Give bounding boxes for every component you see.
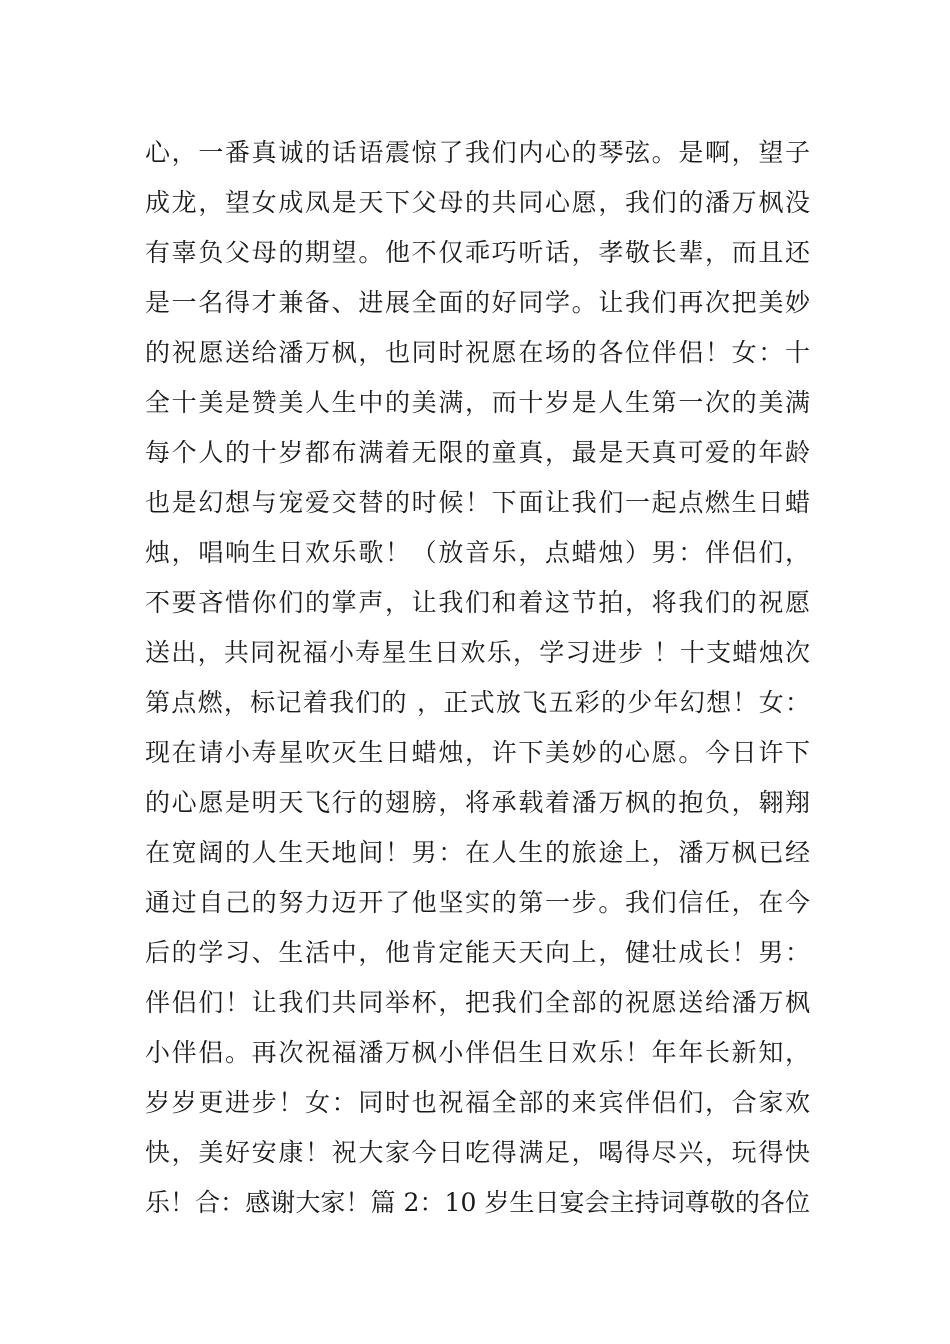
text-line: 岁岁更进步！女：同时也祝福全部的来宾伴侣们，合家欢 [145,1088,810,1117]
text-line: 成龙，望女成凤是天下父母的共同心愿，我们的潘万枫没 [145,188,810,217]
text-line: 送出，共同祝福小寿星生日欢乐，学习进步 ！十支蜡烛次 [145,638,810,667]
text-line: 小伴侣。再次祝福潘万枫小伴侣生日欢乐！年年长新知， [145,1038,810,1067]
text-line: 也是幻想与宠爱交替的时候！下面让我们一起点燃生日蜡 [145,488,810,517]
text-line: 第点燃，标记着我们的 ，正式放飞五彩的少年幻想！女： [145,688,810,717]
text-line: 在宽阔的人生天地间！男：在人生的旅途上，潘万枫已经 [145,838,810,867]
body-text [145,128,810,1228]
text-line: 乐！合：感谢大家！篇 2：10 岁生日宴会主持词尊敬的各位 [145,1188,810,1217]
text-line: 的祝愿送给潘万枫，也同时祝愿在场的各位伴侣！女：十 [145,338,810,367]
text-line: 全十美是赞美人生中的美满，而十岁是人生第一次的美满 [145,388,810,417]
text-line: 有辜负父母的期望。他不仅乖巧听话，孝敬长辈，而且还 [145,238,810,267]
text-line: 通过自己的努力迈开了他坚实的第一步。我们信任，在今 [145,888,810,917]
text-line: 是一名得才兼备、进展全面的好同学。让我们再次把美妙 [145,288,810,317]
text-line: 的心愿是明天飞行的翅膀，将承载着潘万枫的抱负，翱翔 [145,788,810,817]
text-line: 心，一番真诚的话语震惊了我们内心的琴弦。是啊，望子 [145,138,810,167]
text-line: 每个人的十岁都布满着无限的童真，最是天真可爱的年龄 [145,438,810,467]
text-line: 伴侣们！让我们共同举杯，把我们全部的祝愿送给潘万枫 [145,988,810,1017]
text-line: 不要吝惜你们的掌声，让我们和着这节拍，将我们的祝愿 [145,588,810,617]
text-line: 快，美好安康！祝大家今日吃得满足，喝得尽兴，玩得快 [145,1138,810,1167]
text-line: 烛，唱响生日欢乐歌！（放音乐，点蜡烛）男：伴侣们， [145,538,810,567]
text-line: 后的学习、生活中，他肯定能天天向上，健壮成长！男： [145,938,810,967]
text-line: 现在请小寿星吹灭生日蜡烛，许下美妙的心愿。今日许下 [145,738,810,767]
